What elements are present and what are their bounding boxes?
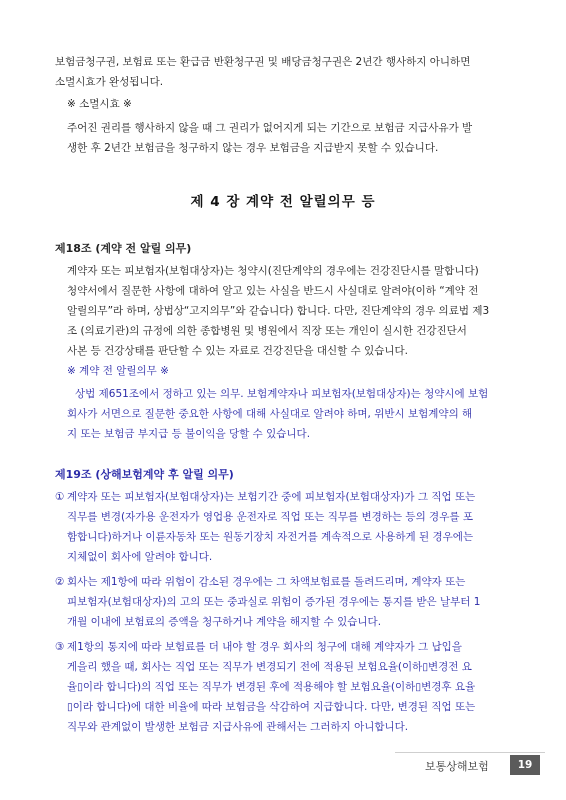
footer-divider: [395, 752, 545, 753]
article-line: 조 (의료기관)의 규정에 의한 종합병원 및 병원에서 직장 또는 개인이 실시한 건강진단서: [67, 325, 467, 337]
item-line: ▯이라 합니다)에 대한 비율에 따라 보험금을 삭감하여 지급합니다. 다만, 변경된 직업 또는: [67, 701, 476, 713]
intro-line: 소멸시효가 완성됩니다.: [55, 76, 164, 88]
article-line: 알릴의무”라 하며, 상법상“고지의무”와 같습니다) 합니다. 다만, 진단계약의 경우 의료법 제3: [67, 305, 490, 317]
article-line: 청약서에서 질문한 사항에 대하여 알고 있는 사실을 반드시 사실대로 알려야(이하 “계약 전: [67, 285, 479, 297]
intro-line: 보험금청구권, 보험료 또는 환급금 반환청구권 및 배당금청구권은 2년간 행사하지 아니하면: [55, 56, 471, 68]
item-number: ②: [55, 576, 65, 588]
item-number: ③: [55, 641, 65, 653]
item-line: 함합니다)하거나 이륜자동차 또는 원동기장치 자전거를 계속적으로 사용하게 된 경우에는: [67, 531, 474, 543]
article-line: 계약자 또는 피보험자(보험대상자)는 청약시(진단계약의 경우에는 건강진단시를 말합니다): [67, 265, 479, 277]
chapter-heading: 제 4 장 계약 전 알릴의무 등: [190, 194, 376, 210]
note-line: 상법 제651조에서 정하고 있는 의무. 보험계약자나 피보험자(보험대상자)는 청약시에 보험: [75, 388, 489, 400]
page-number: 19: [510, 755, 540, 775]
note-line: 생한 후 2년간 보험금을 청구하지 않는 경우 보험금을 지급받지 못할 수 있습니다.: [67, 142, 439, 154]
note-line: 주어진 권리를 행사하지 않을 때 그 권리가 없어지게 되는 기간으로 보험금 지급사유가 발: [67, 122, 473, 134]
item-line: 개월 이내에 보험료의 증액을 청구하거나 계약을 해지할 수 있습니다.: [67, 616, 382, 628]
note-title: ※ 소멸시효 ※: [67, 98, 132, 110]
article-19-title: 제19조 (상해보험계약 후 알릴 의무): [55, 468, 234, 481]
note-disclosure: [55, 361, 515, 444]
item-number: ①: [55, 491, 65, 503]
note-line: 지 또는 보험금 부지급 등 불이익을 당할 수 있습니다.: [67, 428, 311, 440]
article-line: 사본 등 건강상태를 판단할 수 있는 자료로 건강진단을 대신할 수 있습니다.: [67, 345, 409, 357]
article-item: [55, 637, 515, 737]
item-line: 직무를 변경(자가용 운전자가 영업용 운전자로 직업 또는 직무를 변경하는 등의 경우를 포: [67, 511, 473, 523]
intro-paragraph: [55, 52, 515, 92]
article-18-body: [55, 261, 515, 361]
item-line: 피보험자(보험대상자)의 고의 또는 중과실로 위험이 증가된 경우에는 통지를 받은 날부터 1: [67, 596, 481, 608]
footer-title: 보통상해보험: [425, 760, 489, 773]
item-line: 제1항의 통지에 따라 보험료를 더 내야 할 경우 회사의 청구에 대해 계약자가 그 납입을: [67, 641, 462, 653]
item-line: 계약자 또는 피보험자(보험대상자)는 보험기간 중에 피보험자(보험대상자)가 그 직업 또는: [67, 491, 476, 503]
article-item: [55, 487, 515, 567]
item-line: 게을리 했을 때, 회사는 직업 또는 직무가 변경되기 전에 적용된 보험요율(이하▯변경전 요: [67, 661, 472, 673]
item-line: 직무와 관계없이 발생한 보험금 지급사유에 관해서는 그러하지 아니합니다.: [67, 721, 409, 733]
note-prescription: [55, 94, 515, 158]
item-line: 지체없이 회사에 알려야 합니다.: [67, 551, 213, 563]
article-item: [55, 572, 515, 632]
item-line: 회사는 제1항에 따라 위험이 감소된 경우에는 그 차액보험료를 돌려드리며, 계약자 또는: [67, 576, 466, 588]
item-line: 율▯이라 합니다)의 직업 또는 직무가 변경된 후에 적용해야 할 보험요율(이하▯변경후 요율: [67, 681, 476, 693]
note-line: 회사가 서면으로 질문한 중요한 사항에 대해 사실대로 알려야 하며, 위반시 보험계약의 해: [67, 408, 473, 420]
article-18-title: 제18조 (계약 전 알릴 의무): [55, 242, 192, 255]
article-19-body: [55, 487, 515, 737]
note-title: ※ 계약 전 알릴의무 ※: [67, 365, 169, 377]
